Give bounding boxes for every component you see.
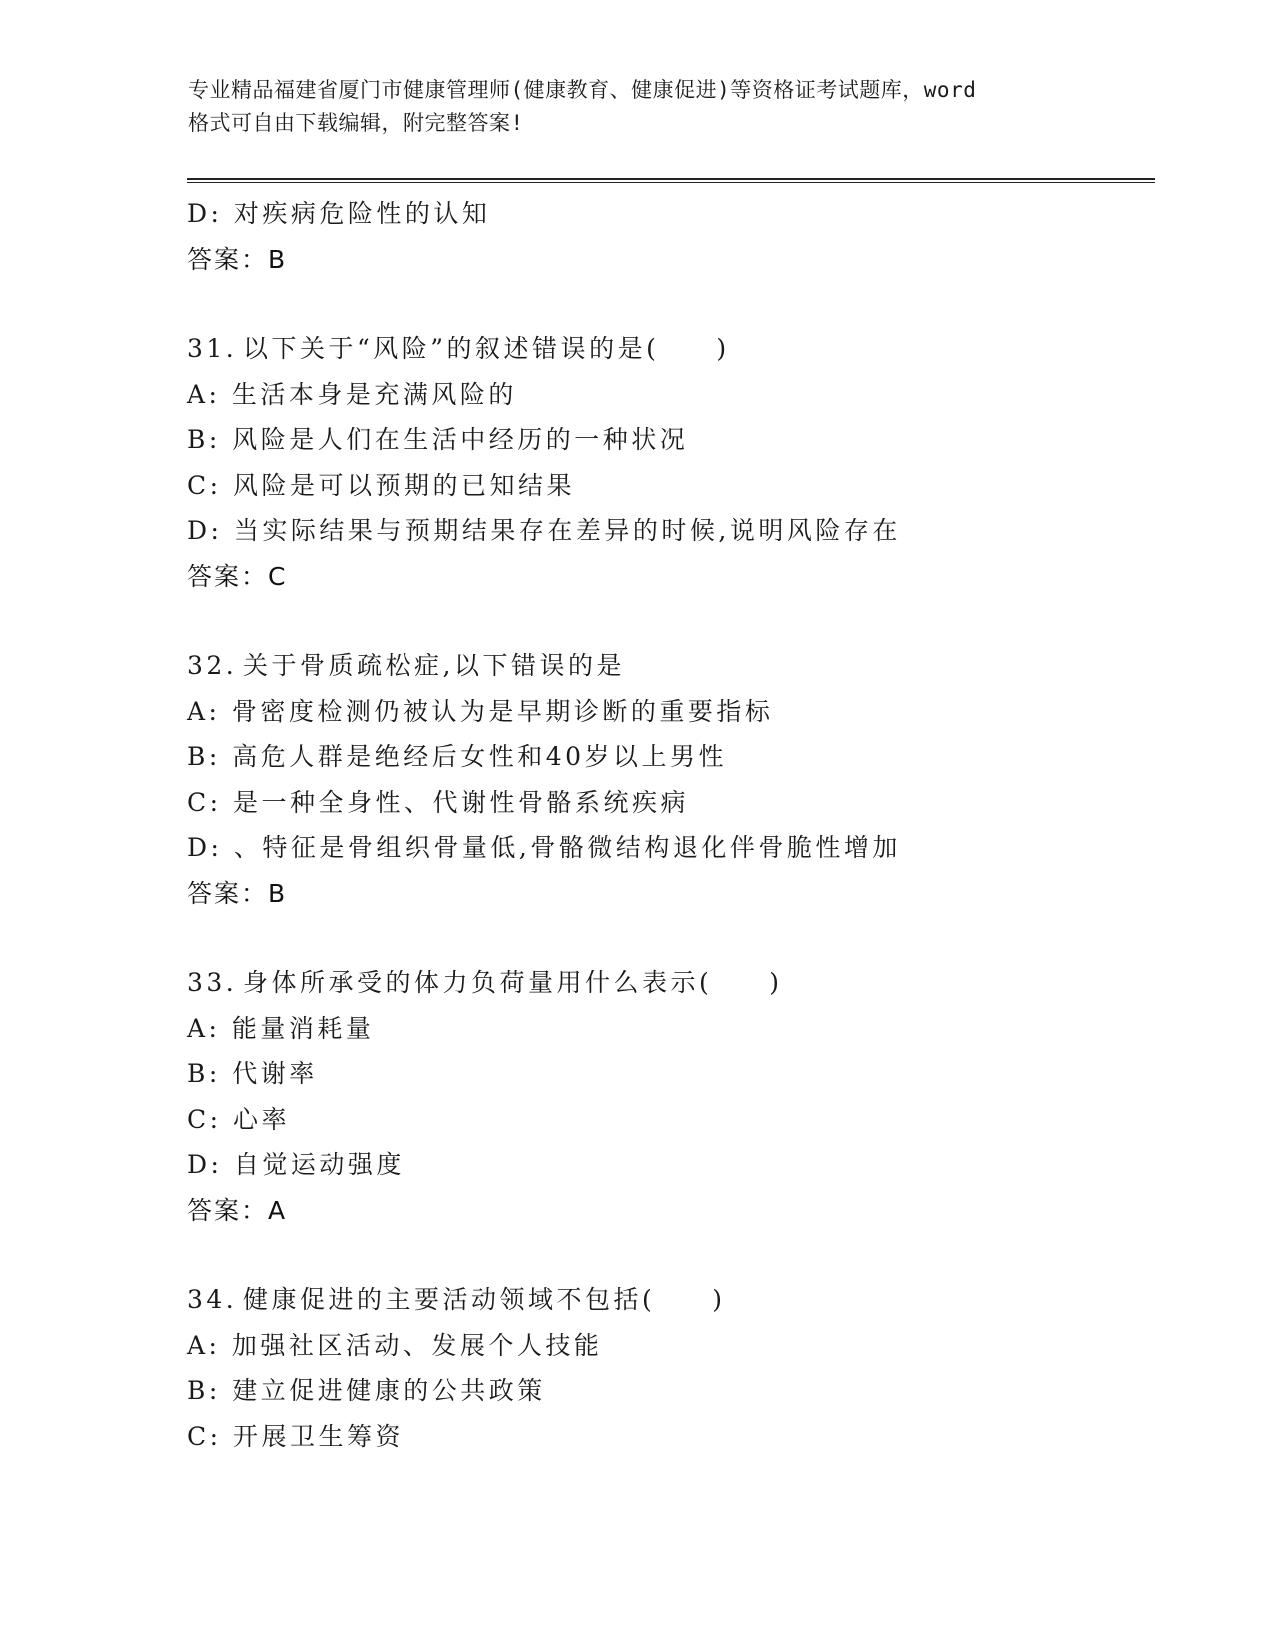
question-number: 33. xyxy=(187,968,238,997)
spacer xyxy=(187,916,1147,960)
question-32-option-d: D: 、特征是骨组织骨量低,骨骼微结构退化伴骨脆性增加 xyxy=(187,833,901,862)
question-32-option-b: B: 高危人群是绝经后女性和40岁以上男性 xyxy=(187,742,728,771)
page-header xyxy=(188,74,1088,140)
question-33-option-a: A: 能量消耗量 xyxy=(187,1013,375,1043)
prev-option-d: D: 对疾病危险性的认知 xyxy=(187,199,491,228)
question-number: 31. xyxy=(187,334,238,363)
header-divider xyxy=(187,178,1155,183)
question-32-answer: 答案：B xyxy=(187,878,288,908)
header-line-2: 格式可自由下载编辑，附完整答案! xyxy=(188,111,524,135)
question-31-option-d: D: 当实际结果与预期结果存在差异的时候,说明风险存在 xyxy=(187,516,901,545)
question-32-option-a: A: 骨密度检测仍被认为是早期诊断的重要指标 xyxy=(187,696,774,726)
question-33-option-c: C: 心率 xyxy=(187,1104,290,1134)
question-33-option-d: D: 自觉运动强度 xyxy=(187,1150,405,1179)
question-31-option-c: C: 风险是可以预期的已知结果 xyxy=(187,470,575,500)
question-31-option-a: A: 生活本身是充满风险的 xyxy=(187,379,517,409)
spacer xyxy=(187,1233,1147,1277)
question-31-option-b: B: 风险是人们在生活中经历的一种状况 xyxy=(187,425,689,454)
question-text: 关于骨质疏松症,以下错误的是 xyxy=(243,651,625,680)
question-text: 以下关于“风险”的叙述错误的是( ) xyxy=(243,334,730,363)
question-32-option-c: C: 是一种全身性、代谢性骨骼系统疾病 xyxy=(187,787,689,817)
question-number: 32. xyxy=(187,651,238,680)
question-33-option-b: B: 代谢率 xyxy=(187,1059,318,1088)
question-33-stem xyxy=(187,960,1147,1006)
spacer xyxy=(187,599,1147,643)
question-34-stem xyxy=(187,1277,1147,1323)
question-text: 身体所承受的体力负荷量用什么表示( ) xyxy=(243,968,783,997)
question-list xyxy=(187,191,1147,1459)
question-31-answer: 答案：C xyxy=(187,561,288,591)
spacer xyxy=(187,282,1147,326)
question-text: 健康促进的主要活动领域不包括( ) xyxy=(243,1285,726,1314)
question-31-stem xyxy=(187,326,1147,372)
question-32-stem xyxy=(187,643,1147,689)
header-line-1: 专业精品福建省厦门市健康管理师(健康教育、健康促进)等资格证考试题库，word xyxy=(188,78,977,102)
question-33-answer: 答案：A xyxy=(187,1195,288,1225)
question-number: 34. xyxy=(187,1285,238,1314)
question-34-option-b: B: 建立促进健康的公共政策 xyxy=(187,1376,546,1405)
question-34-option-a: A: 加强社区活动、发展个人技能 xyxy=(187,1330,603,1360)
question-34-option-c: C: 开展卫生筹资 xyxy=(187,1421,404,1451)
prev-answer: 答案：B xyxy=(187,244,288,274)
